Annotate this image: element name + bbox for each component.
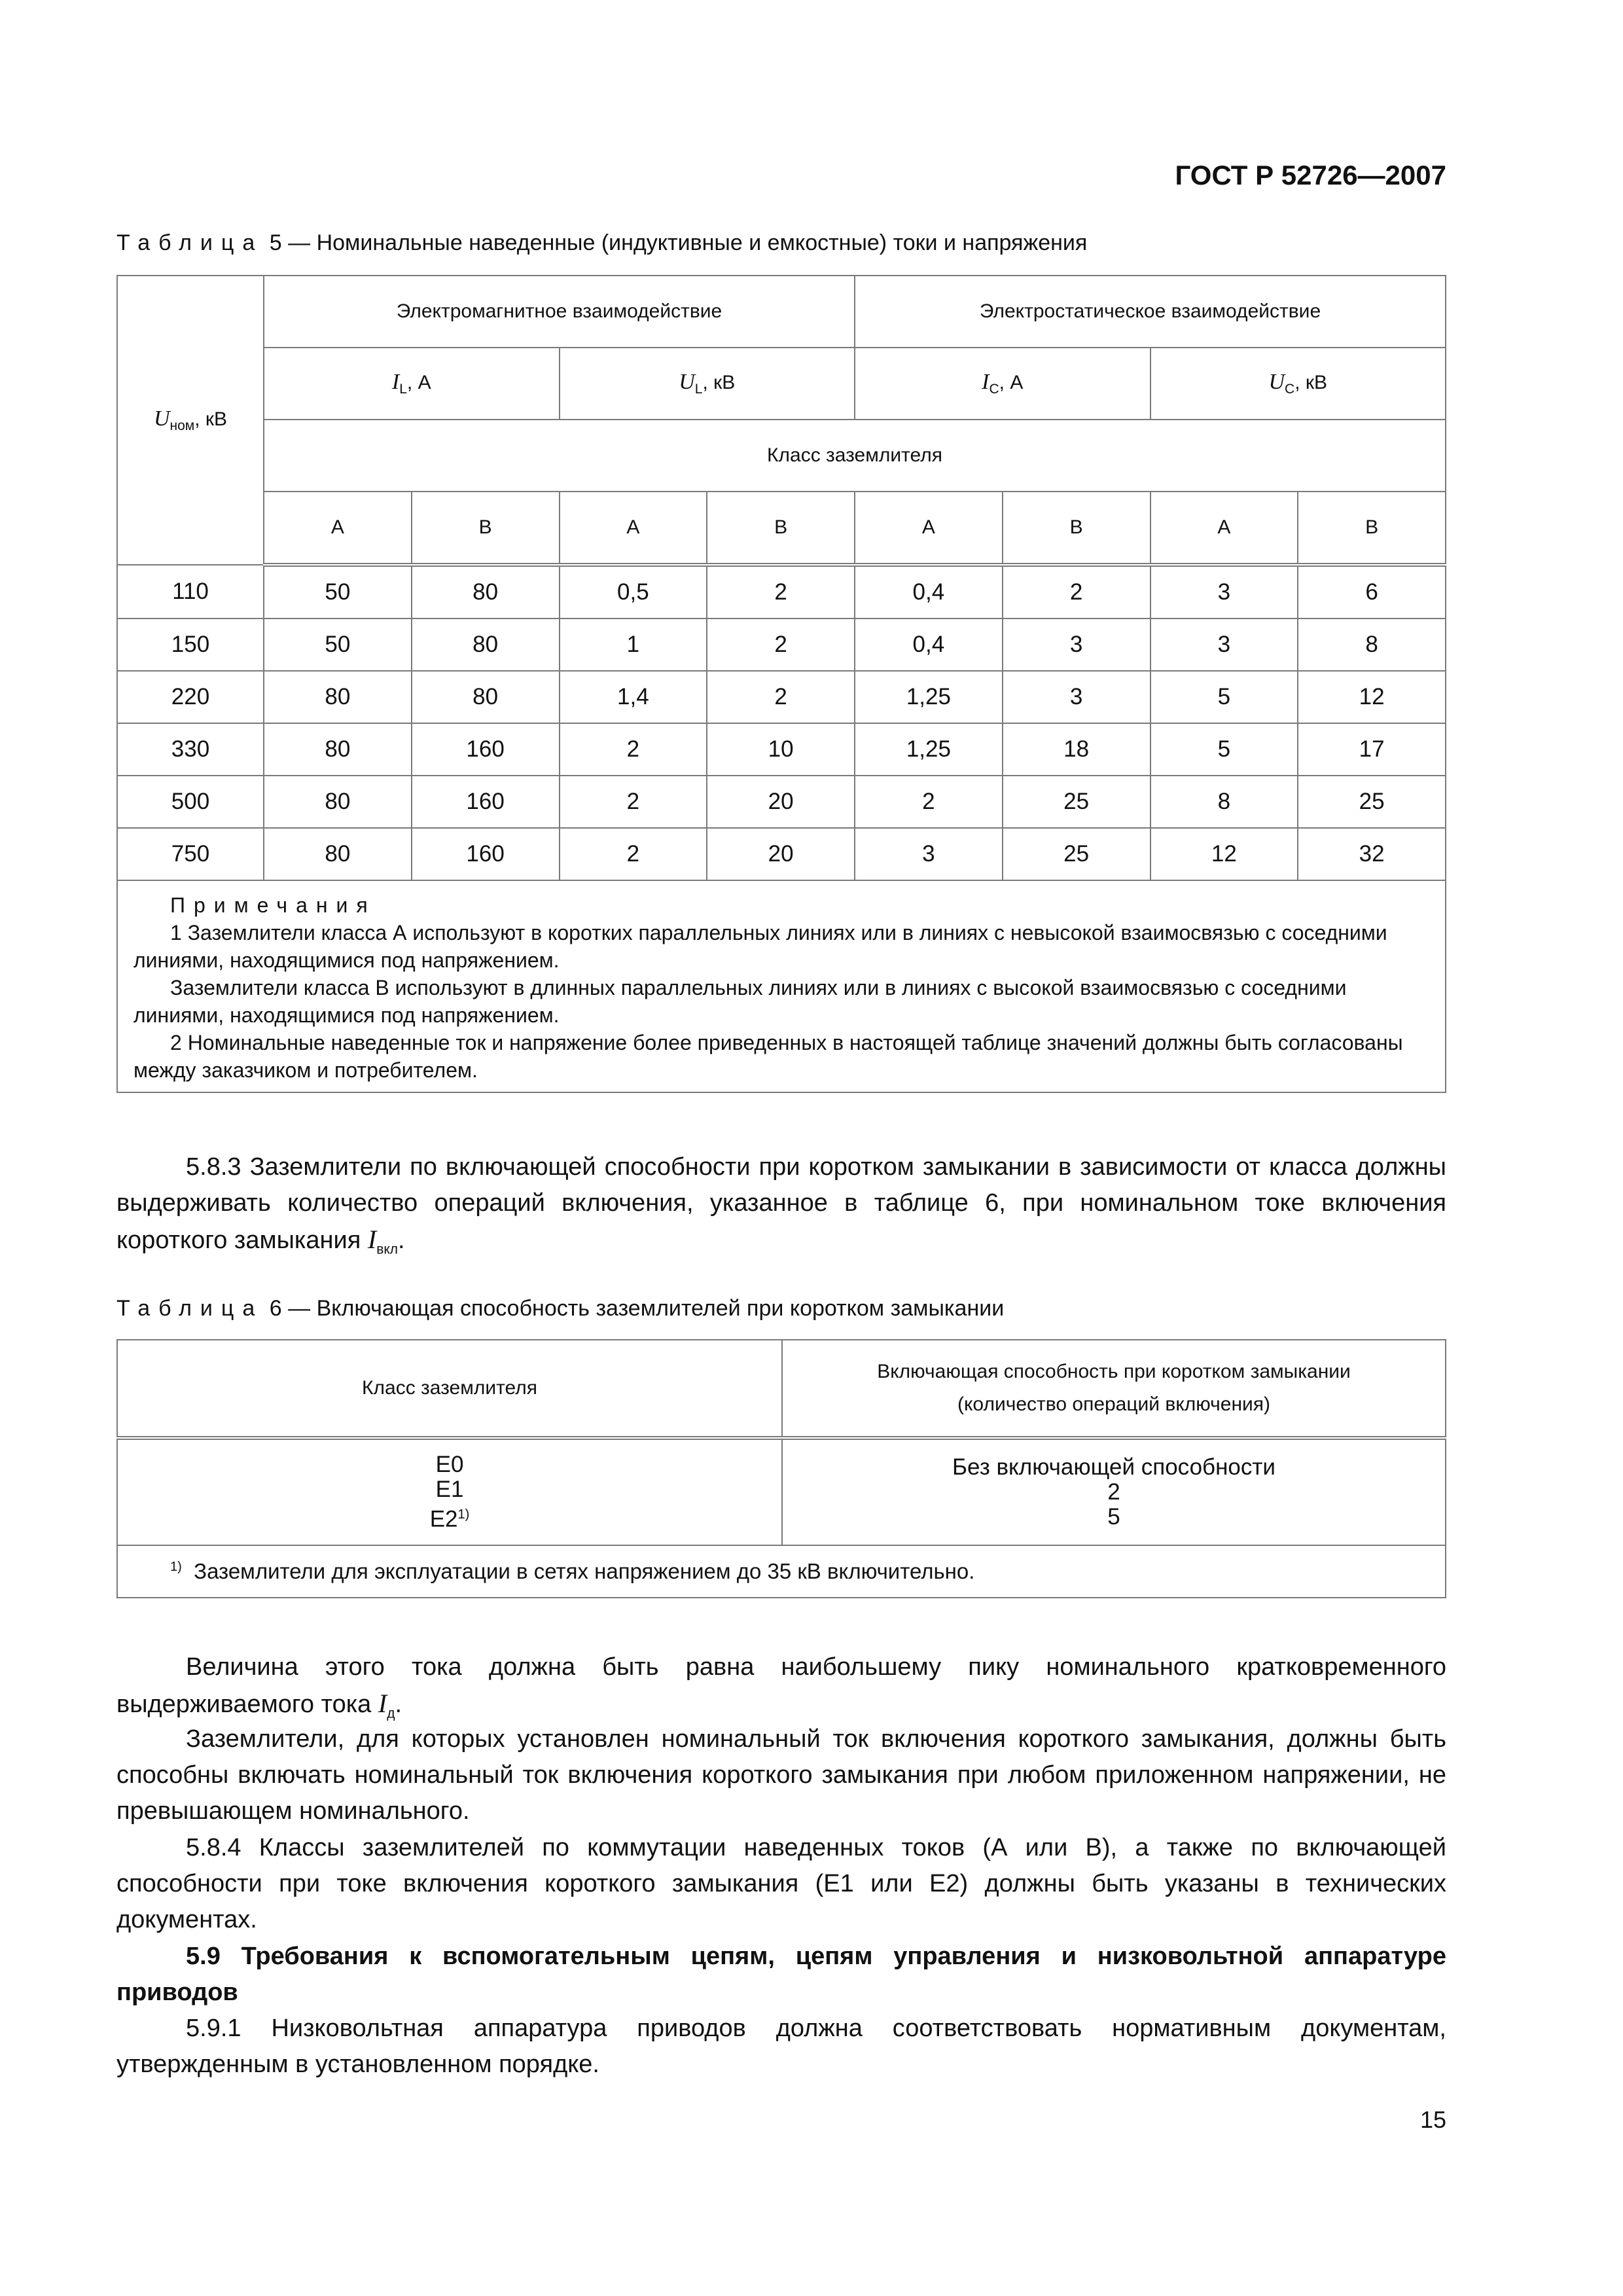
page-number: 15	[1419, 2106, 1446, 2133]
table-cell: 2	[707, 671, 855, 723]
table-row	[117, 671, 1446, 723]
table-cell: 12	[1150, 828, 1298, 880]
table-row	[117, 565, 1446, 619]
table6-values: Без включающей способности 2 5	[782, 1438, 1446, 1545]
document-header: ГОСТ Р 52726—2007	[1175, 160, 1446, 190]
note-2: 2 Номинальные наведенные ток и напряжение более приведенных в настоящей таблице значений должны быть согласованы между заказчиком и потребителем.	[134, 1031, 1403, 1082]
table5-col0-header: $U_{ном}$, кВ	[117, 276, 264, 565]
table-cell: 80	[264, 776, 412, 828]
paragraph-current: Величина этого тока должна быть равна наибольшему пику номинального кратковременного выдерживаемого тока $I_д$.	[116, 1653, 1446, 1721]
table5-class-label: Класс заземлителя	[264, 420, 1446, 492]
table5-class-cell: А	[855, 492, 1003, 565]
table-row	[117, 723, 1446, 776]
paragraph-5-8-4: 5.8.4 Классы заземлителей по коммутации наведенных токов (А или В), а также по включающей способности при токе включения короткого замыкания (Е1 или Е2) должны быть указаны в технических документах.	[116, 1834, 1446, 1933]
table-cell: 500	[117, 776, 264, 828]
table-cell: 5	[1150, 671, 1298, 723]
table-cell: 0,5	[560, 565, 707, 619]
paragraph-5-8-3: 5.8.3 Заземлители по включающей способности при коротком замыкании в зависимости от класса должны выдерживать количество операций включения, указанное в таблице 6, при номинальном токе включения короткого замыкания $I_{вкл}$.	[116, 1153, 1446, 1257]
table-cell: 6	[1298, 565, 1446, 619]
table-cell: 10	[707, 723, 855, 776]
table-cell: 1,4	[560, 671, 707, 723]
table-cell: 25	[1003, 776, 1150, 828]
table-cell: 20	[707, 776, 855, 828]
table-row	[117, 828, 1446, 880]
table-cell: 2	[1003, 565, 1150, 619]
table6-col2-header: Включающая способность при коротком замыкании (количество операций включения)	[782, 1340, 1446, 1438]
table-cell: 5	[1150, 723, 1298, 776]
table5-param-il: $I_L$, А	[264, 348, 560, 420]
table5-group-electrostatic: Электростатическое взаимодействие	[855, 276, 1446, 348]
table-cell: 80	[264, 828, 412, 880]
table-cell: 2	[707, 619, 855, 671]
table-cell: 50	[264, 565, 412, 619]
table-cell: 3	[1150, 619, 1298, 671]
table5-notes	[117, 880, 1446, 1092]
table-cell: 330	[117, 723, 264, 776]
table5-caption	[116, 230, 1087, 256]
table-row	[117, 619, 1446, 671]
table5-class-cell: В	[1298, 492, 1446, 565]
table5-param-ul: $U_L$, кВ	[560, 348, 855, 420]
table6-col1-header: Класс заземлителя	[117, 1340, 782, 1438]
table5-group-electromagnetic: Электромагнитное взаимодействие	[264, 276, 855, 348]
table-cell: 3	[855, 828, 1003, 880]
table-cell: 2	[560, 828, 707, 880]
table-cell: 80	[412, 671, 560, 723]
table5-class-cell: А	[1150, 492, 1298, 565]
table5-class-cell: А	[560, 492, 707, 565]
table-cell: 750	[117, 828, 264, 880]
table-cell: 18	[1003, 723, 1150, 776]
table6-caption-text: 6 — Включающая способность заземлителей при коротком замыкании	[269, 1296, 1005, 1321]
table-cell: 3	[1003, 671, 1150, 723]
table-cell: 2	[560, 723, 707, 776]
table-cell: 25	[1298, 776, 1446, 828]
table-cell: 160	[412, 828, 560, 880]
notes-title: Примечания	[170, 893, 376, 917]
table5-class-cell: В	[412, 492, 560, 565]
table-cell: 110	[117, 565, 264, 619]
table5-caption-text: 5 — Номинальные наведенные (индуктивные и емкостные) токи и напряжения	[269, 230, 1088, 255]
table-cell: 2	[707, 565, 855, 619]
note-1: 1 Заземлители класса А используют в коротких параллельных линиях или в линиях с невысокой взаимосвязью с соседними линиями, находящимися под напряжением.	[134, 921, 1387, 972]
table5-class-cell: В	[1003, 492, 1150, 565]
table5-param-ic: $I_C$, А	[855, 348, 1150, 420]
paragraph-grounding: Заземлители, для которых установлен номинальный ток включения короткого замыкания, должны быть способны включать номинальный ток включения короткого замыкания при любом приложенном напряжении, не превышающем номинального.	[116, 1725, 1446, 1825]
table-cell: 3	[1150, 565, 1298, 619]
table-cell: 160	[412, 776, 560, 828]
paragraph-5-9-1: 5.9.1 Низковольтная аппаратура приводов должна соответствовать нормативным документам, утвержденным в установленном порядке.	[116, 2015, 1446, 2078]
table-cell: 2	[560, 776, 707, 828]
table5-param-uc: $U_C$, кВ	[1150, 348, 1446, 420]
table6	[116, 1339, 1446, 1598]
table-cell: 0,4	[855, 619, 1003, 671]
table5	[116, 275, 1446, 1093]
table-cell: 8	[1150, 776, 1298, 828]
table6-caption	[116, 1296, 1004, 1321]
table-cell: 1	[560, 619, 707, 671]
table5-class-cell: В	[707, 492, 855, 565]
table-cell: 20	[707, 828, 855, 880]
table-cell: 1,25	[855, 671, 1003, 723]
table-cell: 160	[412, 723, 560, 776]
heading-5-9: 5.9 Требования к вспомогательным цепям, цепям управления и низковольтной аппаратуре приводов	[116, 1943, 1446, 2006]
table-cell: 2	[855, 776, 1003, 828]
table-cell: 50	[264, 619, 412, 671]
table6-classes: Е0 Е1 Е2$^{1)}$	[117, 1438, 782, 1545]
table6-footnote: $^{1)}$ Заземлители для эксплуатации в сетях напряжением до 35 кВ включительно.	[117, 1545, 1446, 1598]
table-cell: 25	[1003, 828, 1150, 880]
table-row	[117, 776, 1446, 828]
table-cell: 8	[1298, 619, 1446, 671]
table-cell: 0,4	[855, 565, 1003, 619]
note-1b: Заземлители класса В используют в длинных параллельных линиях или в линиях с высокой взаимосвязью с соседними линиями, находящимися под напряжением.	[134, 976, 1347, 1027]
table-cell: 80	[412, 565, 560, 619]
table-cell: 3	[1003, 619, 1150, 671]
table-cell: 80	[264, 671, 412, 723]
table-cell: 1,25	[855, 723, 1003, 776]
table5-caption-word: Таблица	[116, 230, 264, 255]
table5-class-cell: А	[264, 492, 412, 565]
table-cell: 80	[412, 619, 560, 671]
table-cell: 220	[117, 671, 264, 723]
table-cell: 12	[1298, 671, 1446, 723]
table-cell: 150	[117, 619, 264, 671]
table-cell: 80	[264, 723, 412, 776]
table-cell: 32	[1298, 828, 1446, 880]
table6-caption-word: Таблица	[116, 1296, 264, 1321]
table-cell: 17	[1298, 723, 1446, 776]
